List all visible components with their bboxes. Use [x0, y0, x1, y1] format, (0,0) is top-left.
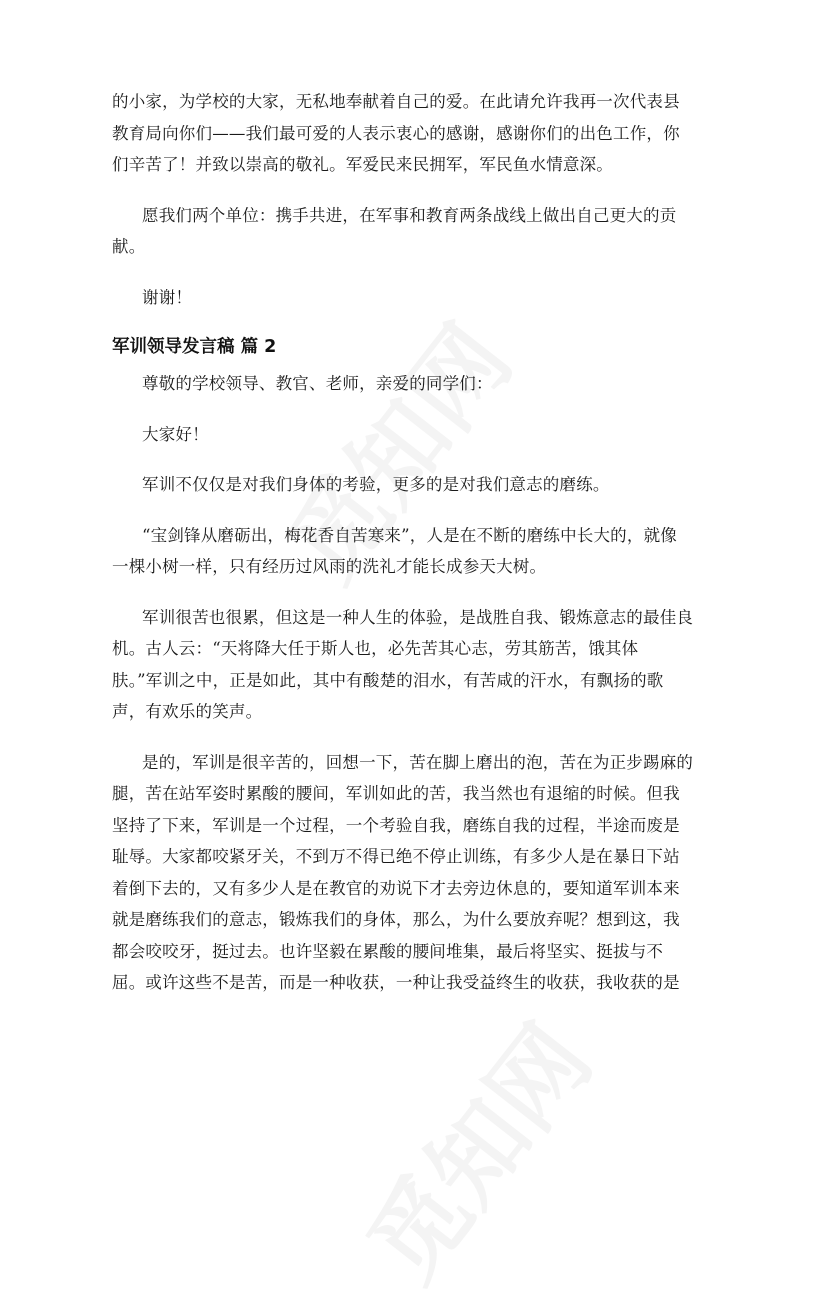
paragraph	[112, 282, 712, 314]
text-line: 屈。或许这些不是苦，而是一种收获，一种让我受益终生的收获，我收获的是	[112, 973, 680, 992]
watermark	[331, 993, 616, 1304]
paragraph	[112, 419, 712, 451]
text-line: 都会咬咬牙，挺过去。也许坚毅在累酸的腰间堆集，最后将坚实、挺拔与不	[112, 941, 664, 961]
paragraph	[112, 602, 712, 728]
paragraph	[112, 368, 712, 400]
text-line: 的小家，为学校的大家，无私地奉献着自己的爱。在此请允许我再一次代表县	[112, 92, 680, 111]
text-line: 耻辱。大家都咬紧牙关，不到万不得已绝不停止训练，有多少人是在暴日下站	[112, 847, 680, 866]
section-heading: 军训领导发言稿 篇 2	[112, 337, 277, 357]
text-line: 大家好！	[142, 424, 209, 444]
text-line: 尊敬的学校领导、教官、老师，亲爱的同学们：	[142, 374, 493, 393]
text-line: 军训不仅仅是对我们身体的考验，更多的是对我们意志的磨练。	[142, 475, 610, 494]
text-line: 谢谢！	[142, 287, 193, 307]
paragraph	[112, 200, 712, 263]
text-line: 声，有欢乐的笑声。	[112, 702, 263, 721]
text-line: 一棵小树一样，只有经历过风雨的洗礼才能长成参天大树。	[112, 557, 547, 576]
text-line: 们辛苦了！并致以崇高的敬礼。军爱民来民拥军，军民鱼水情意深。	[112, 155, 613, 174]
text-line: 腿，苦在站军姿时累酸的腰间，军训如此的苦，我当然也有退缩的时候。但我	[112, 784, 680, 803]
text-line: 就是磨练我们的意志，锻炼我们的身体，那么，为什么要放弃呢？想到这，我	[112, 910, 680, 929]
text-line: 愿我们两个单位：携手共进，在军事和教育两条战线上做出自己更大的贡	[142, 205, 677, 225]
text-line: 军训很苦也很累，但这是一种人生的体验，是战胜自我、锻炼意志的最佳良	[142, 607, 694, 627]
paragraph	[112, 86, 712, 181]
text-line: 坚持了下来，军训是一个过程，一个考验自我，磨练自我的过程，半途而废是	[112, 815, 680, 835]
text-line: 是的，军训是很辛苦的，回想一下，苦在脚上磨出的泡，苦在为正步踢麻的	[142, 752, 694, 772]
text-line: 机。古人云：“天将降大任于斯人也，必先苦其心志，劳其筋苦，饿其体	[112, 639, 639, 658]
text-line: 着倒下去的，又有多少人是在教官的劝说下才去旁边休息的，要知道军训本来	[112, 878, 680, 898]
paragraph	[112, 469, 712, 501]
text-line: 教育局向你们——我们最可爱的人表示衷心的感谢，感谢你们的出色工作，你	[112, 123, 680, 143]
text-line: 肤。”军训之中，正是如此，其中有酸楚的泪水，有苦咸的汗水，有飘扬的歌	[112, 670, 664, 690]
paragraph	[112, 520, 712, 583]
text-line: 献。	[112, 237, 146, 256]
document-page	[112, 86, 712, 1018]
paragraph	[112, 747, 712, 999]
text-line: “宝剑锋从磨砺出，梅花香自苦寒来”，人是在不断的磨练中长大的，就像	[142, 525, 677, 545]
